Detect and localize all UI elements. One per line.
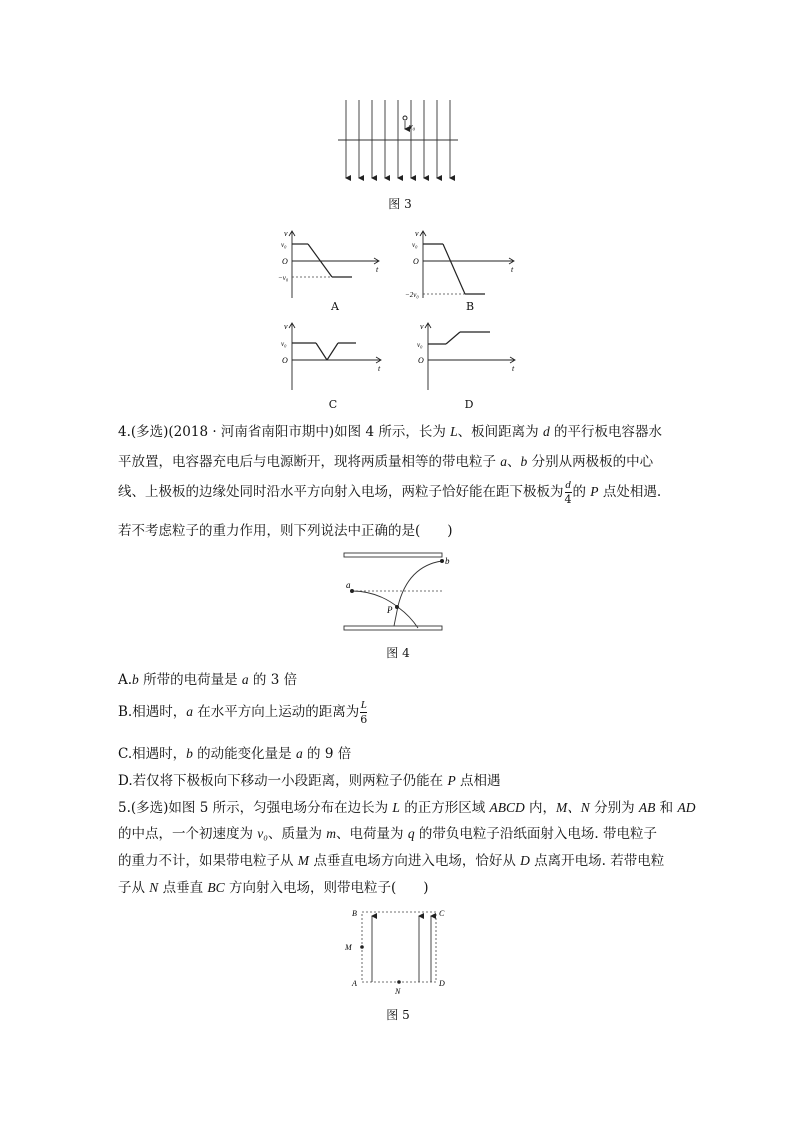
graph-b-neg-2v0: −2v₀ [405,291,419,299]
q5-line-2: 的中点，一个初速度为 v₀、质量为 m、电荷量为 q 的带负电粒子沿纸面射入电场. 带电粒子 [118,826,657,842]
graph-d-v-axis: v [420,322,424,331]
q4-option-d: D.若仅将下极板向下移动一小段距离，则两粒子仍能在 P 点相遇 [118,773,501,789]
q4-option-c: C.相遇时，b 的动能变化量是 a 的 9 倍 [118,746,352,762]
graph-c-label: C [328,398,338,411]
graph-d-v0: v₀ [417,341,423,349]
fig4-label-P: P [387,605,393,615]
graph-d-t-axis: t [512,364,515,373]
graph-c [280,320,390,392]
figure-5-diagram [338,904,458,996]
graph-b-v0: v₀ [412,241,418,249]
figure-3-caption: 图 3 [388,197,412,211]
graph-b-origin: O [413,257,419,266]
figure-4-diagram [338,550,454,634]
q4-line-4: 若不考虑粒子的重力作用，则下列说法中正确的是( ) [118,523,453,539]
fig5-label-D: D [439,979,445,988]
graph-c-v0: v₀ [281,340,287,348]
graph-c-v-axis: v [284,322,288,331]
fig5-label-A: A [352,979,357,988]
fig5-label-M: M [345,943,352,952]
fig5-label-C: C [439,909,445,918]
graph-c-origin: O [282,356,288,365]
graph-a-t-axis: t [376,265,379,274]
graph-d [414,320,524,392]
figure-5-caption: 图 5 [386,1008,410,1022]
q4-option-a: A.b 所带的电荷量是 a 的 3 倍 [118,672,298,688]
graph-b-label: B [465,300,475,313]
graph-a-v0: v₀ [281,241,287,249]
q5-line-4: 子从 N 点垂直 BC 方向射入电场，则带电粒子( ) [118,880,429,896]
q4-line-1: 4.(多选)(2018 · 河南省南阳市期中)如图 4 所示，长为 L、板间距离为 d 的平行板电容器水 [118,424,662,440]
fig5-label-N: N [395,987,401,996]
graph-a-neg-v0: −v₀ [278,274,289,282]
q4-line-3: 线、上极板的边缘处同时沿水平方向射入电场，两粒子恰好能在距下极板为 $\frac{d}{4}$ 的 P 点处相遇. [118,479,662,506]
fig4-label-a: a [346,580,351,590]
graph-b [405,228,523,300]
figure-4-caption: 图 4 [386,646,410,660]
graph-a [278,228,388,300]
graph-c-t-axis: t [378,364,381,373]
q4-option-b: B.相遇时，a 在水平方向上运动的距离为 $\frac{L}{6}$ [118,699,368,726]
graph-a-v-axis: v [284,229,288,238]
graph-d-label: D [464,398,474,411]
q4-line-2: 平放置，电容器充电后与电源断开，现将两质量相等的带电粒子 a、b 分别从两极板的中心 [118,454,654,470]
q5-line-3: 的重力不计，如果带电粒子从 M 点垂直电场方向进入电场，恰好从 D 点离开电场. 若带电粒 [118,853,665,869]
q5-line-1: 5.(多选)如图 5 所示，匀强电场分布在边长为 L 的正方形区域 ABCD 内，M、N 分别为 AB 和 AD [118,800,696,816]
graph-b-v-axis: v [415,229,419,238]
figure-3-diagram [330,96,470,184]
graph-b-t-axis: t [511,265,514,274]
graph-d-origin: O [418,356,424,365]
fig5-label-B: B [352,909,357,918]
v0-label: v₀ [409,122,416,131]
graph-a-origin: O [282,257,288,266]
fraction-d-over-4: $\frac{d}{4}$ [564,479,572,506]
fig4-label-b: b [445,556,450,566]
fraction-L-over-6: $\frac{L}{6}$ [360,699,368,726]
graph-a-label: A [331,300,339,313]
